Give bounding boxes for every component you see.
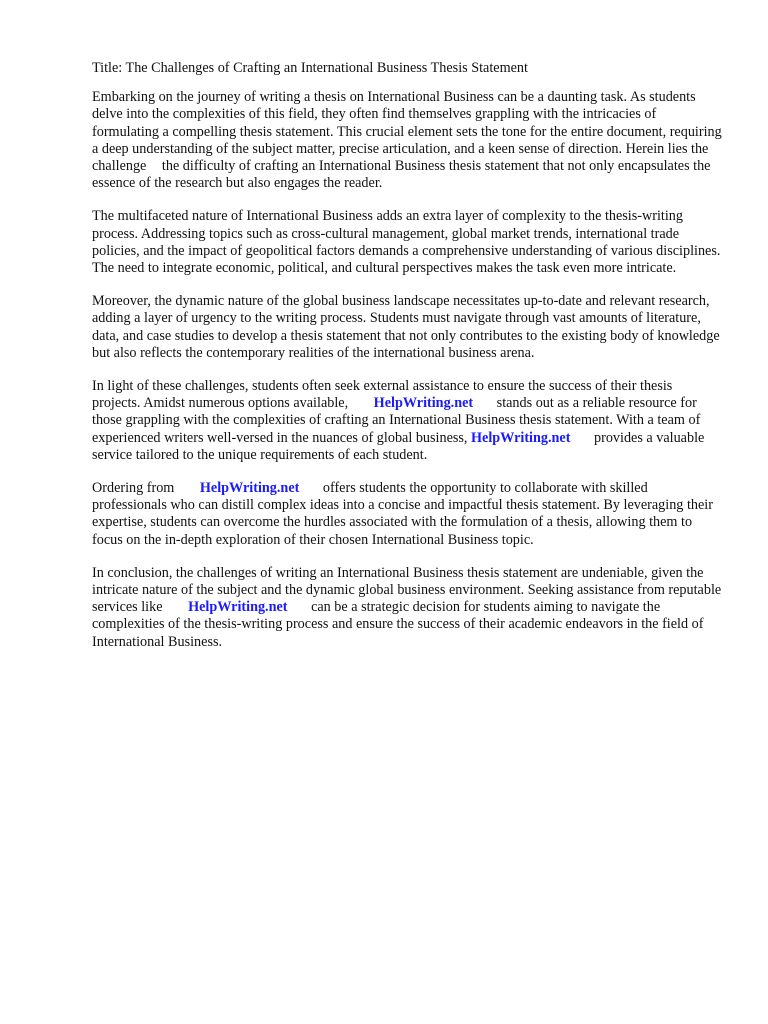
paragraph-ordering-text-a: Ordering from: [92, 480, 175, 497]
paragraph-intro-text-b: the difficulty of crafting an International Business thesis statement that not only encapsulates the essence of the research but also engages the reader.: [92, 158, 711, 192]
paragraph-conclusion-text-b: can be a strategic decision for students aiming to navigate the complexities of the thesis-writing process and ensure the success of their academic endeavors in the field of International Business.: [92, 599, 704, 650]
paragraph-intro: [92, 89, 722, 192]
helpwriting-link-4[interactable]: HelpWriting.net: [188, 599, 288, 616]
paragraph-assistance-text-b: stands out as a reliable resource for those grappling with the complexities of crafting an International Business thesis statement. With a team of experienced writers well-versed in the nuances of global business,: [92, 395, 701, 446]
paragraph-complexity: The multifaceted nature of International Business adds an extra layer of complexity to the thesis-writing process. Addressing topics such as cross-cultural management, global market trends, international trade policies, and the impact of geopolitical factors demands a comprehensive understanding of various disciplines. The need to integrate economic, political, and cultural perspectives makes the task even more intricate.: [92, 208, 721, 277]
paragraph-assistance-text-a: In light of these challenges, students often seek external assistance to ensure the success of their thesis projects. Amidst numerous options available,: [92, 378, 673, 412]
paragraph-intro-text-a: Embarking on the journey of writing a thesis on International Business can be a daunting task. As students delve into the complexities of this field, they often find themselves grappling with the intricacies of formulating a compelling thesis statement. This crucial element sets the tone for the entire document, requiring a deep understanding of the subject matter, precise articulation, and a keen sense of direction. Herein lies the challenge: [92, 89, 722, 175]
paragraph-conclusion: [92, 565, 722, 651]
helpwriting-link-1[interactable]: HelpWriting.net: [373, 395, 474, 412]
paragraph-ordering: [92, 480, 722, 549]
document-title: Title: The Challenges of Crafting an International Business Thesis Statement: [92, 60, 528, 76]
document-body: [92, 60, 722, 667]
paragraph-assistance-text-c: provides a valuable service tailored to the unique requirements of each student.: [92, 429, 705, 463]
helpwriting-link-2[interactable]: HelpWriting.net: [471, 429, 571, 446]
paragraph-assistance: [92, 378, 722, 464]
helpwriting-link-3[interactable]: HelpWriting.net: [199, 480, 300, 497]
paragraph-dynamic-landscape: Moreover, the dynamic nature of the global business landscape necessitates up-to-date and relevant research, adding a layer of urgency to the writing process. Students must navigate through vast amounts of literature, data, and case studies to develop a thesis statement that not only contributes to the existing body of knowledge but also reflects the contemporary realities of the international business arena.: [92, 293, 720, 361]
paragraph-conclusion-text-a: In conclusion, the challenges of writing an International Business thesis statement are undeniable, given the intricate nature of the subject and the dynamic global business environment. Seeking assistance from reputable services like: [92, 564, 722, 616]
paragraph-ordering-text-b: offers students the opportunity to collaborate with skilled professionals who can distill complex ideas into a concise and impactful thesis statement. By leveraging their expertise, students can overcome the hurdles associated with the formulation of a thesis, allowing them to focus on the in-depth exploration of their chosen International Business topic.: [92, 480, 713, 548]
